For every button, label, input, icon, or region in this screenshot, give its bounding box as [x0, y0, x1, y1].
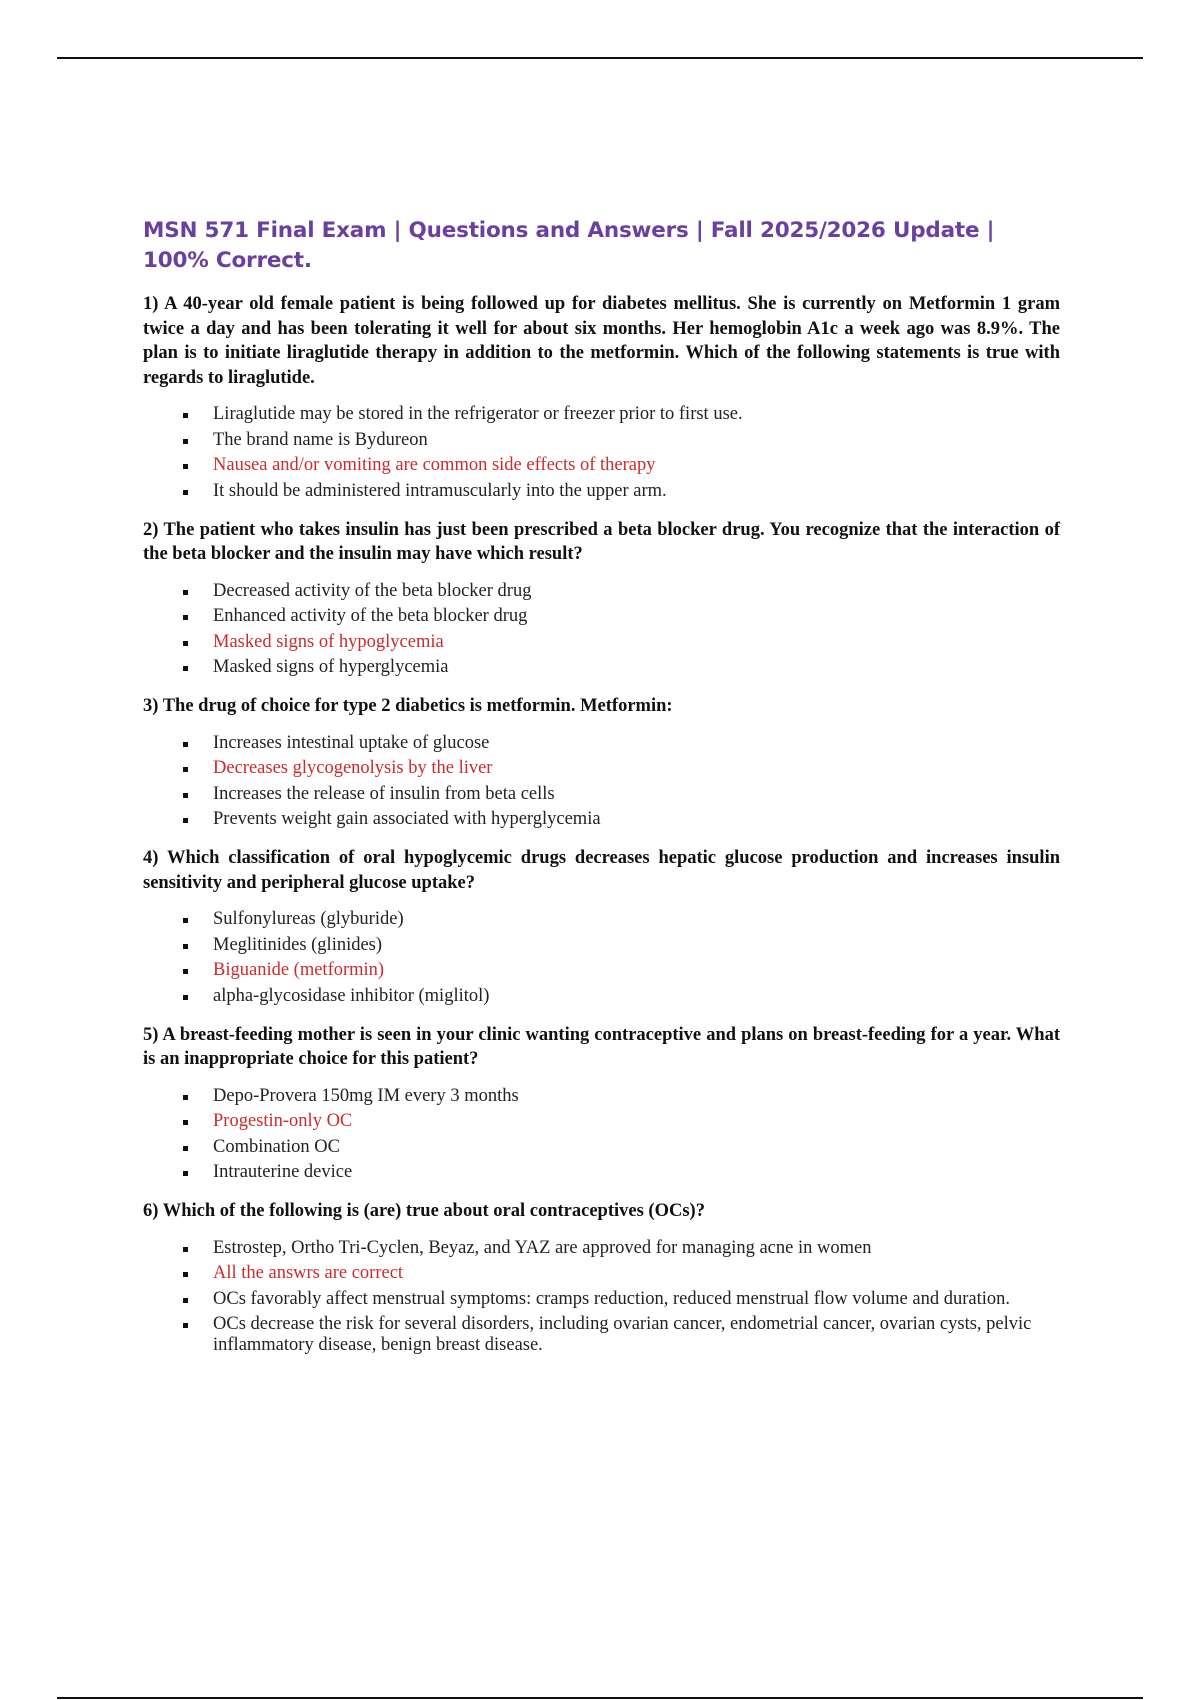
answer-option-correct: All the answrs are correct [143, 1263, 1060, 1284]
bullet-icon [183, 969, 188, 974]
bullet-icon [183, 1247, 188, 1252]
answer-option: The brand name is Bydureon [143, 430, 1060, 451]
option-list [143, 909, 1060, 1007]
option-list [143, 581, 1060, 679]
bullet-icon [183, 590, 188, 595]
bullet-icon [183, 413, 188, 418]
option-list [143, 1086, 1060, 1184]
question-block [143, 1023, 1060, 1184]
answer-option-correct: Masked signs of hypoglycemia [143, 632, 1060, 653]
question-text: 6) Which of the following is (are) true about oral contraceptives (OCs)? [143, 1201, 705, 1221]
answer-option-correct: Nausea and/or vomiting are common side effects of therapy [143, 455, 1060, 476]
bullet-icon [183, 995, 188, 1000]
question-block [143, 846, 1060, 1007]
bullet-icon [183, 767, 188, 772]
question-block [143, 292, 1060, 502]
question-text: 2) The patient who takes insulin has just been prescribed a beta blocker drug. You recognize that the interaction of the beta blocker and the insulin may have which result? [143, 519, 1060, 564]
bullet-icon [183, 944, 188, 949]
answer-option-correct: Progestin-only OC [143, 1111, 1060, 1132]
bullet-icon [183, 464, 188, 469]
question-block [143, 518, 1060, 679]
bullet-icon [183, 918, 188, 923]
answer-option-correct: Decreases glycogenolysis by the liver [143, 758, 1060, 779]
bullet-icon [183, 1095, 188, 1100]
bullet-icon [183, 1146, 188, 1151]
answer-option: Decreased activity of the beta blocker drug [143, 581, 1060, 602]
answer-option: Increases the release of insulin from beta cells [143, 784, 1060, 805]
answer-option: Meglitinides (glinides) [143, 935, 1060, 956]
bullet-icon [183, 615, 188, 620]
option-list [143, 733, 1060, 831]
option-list [143, 404, 1060, 502]
answer-option: OCs favorably affect menstrual symptoms: cramps reduction, reduced menstrual flow volume and duration. [143, 1289, 1060, 1310]
question-block [143, 694, 1060, 830]
document-title: MSN 571 Final Exam | Questions and Answers | Fall 2025/2026 Update | 100% Correct. [143, 218, 995, 273]
question-text: 1) A 40-year old female patient is being followed up for diabetes mellitus. She is currently on Metformin 1 gram twice a day and has been tolerating it well for about six months. Her hemoglobin A1c a week ago was 8.9%. The plan is to initiate liraglutide therapy in addition to the metformin. Which of the following statements is true with regards to liraglutide. [143, 294, 1060, 388]
answer-option-correct: Biguanide (metformin) [143, 960, 1060, 981]
bullet-icon [183, 439, 188, 444]
answer-option: Intrauterine device [143, 1162, 1060, 1183]
answer-option: alpha-glycosidase inhibitor (miglitol) [143, 986, 1060, 1007]
answer-option: It should be administered intramuscularly into the upper arm. [143, 481, 1060, 502]
answer-option: OCs decrease the risk for several disorders, including ovarian cancer, endometrial cancer, ovarian cysts, pelvic inflammatory disease, benign breast disease. [143, 1314, 1060, 1356]
answer-option: Liraglutide may be stored in the refrigerator or freezer prior to first use. [143, 404, 1060, 425]
bullet-icon [183, 793, 188, 798]
answer-option: Increases intestinal uptake of glucose [143, 733, 1060, 754]
question-text: 4) Which classification of oral hypoglycemic drugs decreases hepatic glucose production and increases insulin sensitivity and peripheral glucose uptake? [143, 848, 1060, 893]
bullet-icon [183, 1272, 188, 1277]
question-block [143, 1199, 1060, 1356]
bullet-icon [183, 742, 188, 747]
bullet-icon [183, 1171, 188, 1176]
question-text: 5) A breast-feeding mother is seen in your clinic wanting contraceptive and plans on breast-feeding for a year. What is an inappropriate choice for this patient? [143, 1024, 1060, 1069]
answer-option: Combination OC [143, 1137, 1060, 1158]
footer-rule [57, 1697, 1143, 1699]
answer-option: Depo-Provera 150mg IM every 3 months [143, 1086, 1060, 1107]
answer-option: Prevents weight gain associated with hyperglycemia [143, 809, 1060, 830]
bullet-icon [183, 666, 188, 671]
bullet-icon [183, 1323, 188, 1328]
answer-option: Sulfonylureas (glyburide) [143, 909, 1060, 930]
bullet-icon [183, 490, 188, 495]
option-list [143, 1238, 1060, 1357]
bullet-icon [183, 641, 188, 646]
exam-document [143, 216, 1060, 1372]
answer-option: Masked signs of hyperglycemia [143, 657, 1060, 678]
header-rule [57, 57, 1143, 59]
bullet-icon [183, 818, 188, 823]
bullet-icon [183, 1120, 188, 1125]
bullet-icon [183, 1298, 188, 1303]
question-text: 3) The drug of choice for type 2 diabetics is metformin. Metformin: [143, 696, 673, 716]
answer-option: Estrostep, Ortho Tri-Cyclen, Beyaz, and YAZ are approved for managing acne in women [143, 1238, 1060, 1259]
answer-option: Enhanced activity of the beta blocker drug [143, 606, 1060, 627]
